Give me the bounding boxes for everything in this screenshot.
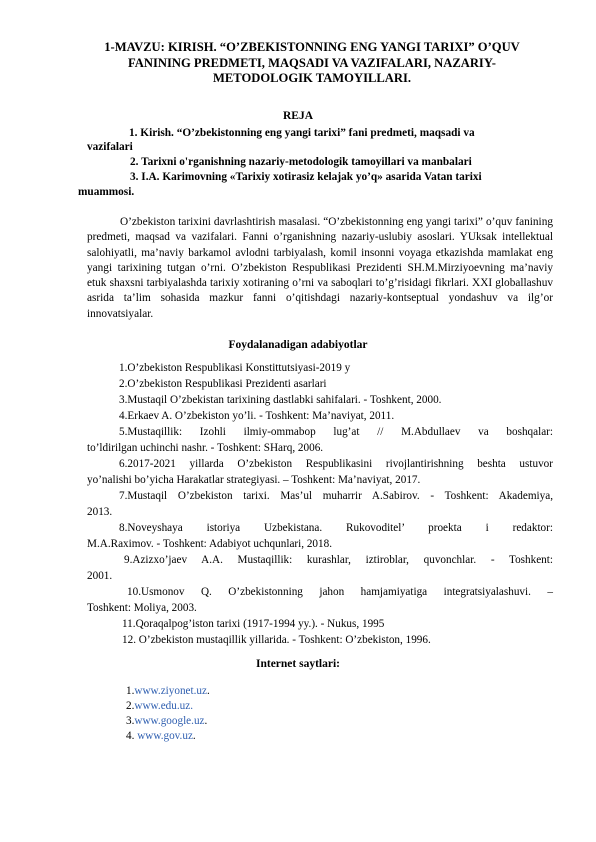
literature-item: 11.Qoraqalpog’iston tarixi (1917-1994 yy.). - Nukus, 1995: [122, 618, 385, 630]
internet-heading: Internet saytlari:: [256, 658, 340, 670]
literature-item-continued: M.A.Raximov. - Toshkent: Adabiyot uchqunlari, 2018.: [87, 538, 333, 550]
literature-item-continued: 2001.: [87, 570, 113, 582]
literature-item: 2.O’zbekiston Respublikasi Prezidenti asarlari: [119, 378, 327, 390]
website-number: 2.: [126, 700, 135, 712]
website-number: 3.: [126, 715, 135, 727]
website-item: [126, 699, 193, 714]
document-title: [92, 40, 532, 87]
plan-item-1-continued: vazifalari: [87, 141, 133, 153]
literature-item: 5.Mustaqillik: Izohli ilmiy-ommabop lug’at // M.Abdullaev va boshqalar:: [119, 426, 553, 438]
literature-item-continued: to’ldirilgan uchinchi nashr. - Toshkent: SHarq, 2006.: [87, 442, 324, 454]
literature-item: 4.Erkaev A. O’zbekiston yo’li. - Toshkent: Ma’naviyat, 2011.: [119, 410, 395, 422]
plan-item-1: 1. Kirish. “O’zbekistonning eng yangi tarixi” fani predmeti, maqsadi va: [129, 127, 475, 139]
literature-item-continued: yo’nalishi bo’yicha Harakatlar strategiyasi. – Toshkent: Ma’naviyat, 2017.: [87, 474, 421, 486]
literature-item: 9.Azizxo’jaev A.A. Mustaqillik: kurashlar, iztiroblar, quvonchlar. - Toshkent:: [124, 554, 553, 566]
literature-item: 10.Usmonov Q. O’zbekistonning jahon hamjamiyatiga integratsiyalashuvi. –: [127, 586, 553, 598]
title-line: FANINING PREDMETI, MAQSADI VA VAZIFALARI, NAZARIY-: [128, 55, 496, 70]
intro-paragraph: O’zbekiston tarixini davrlashtirish masalasi. “O’zbekistonning eng yangi tarixi” o’quv fanining predmeti, maqsad va vazifalari. Fanni o’rganishning nazariy-uslubiy asoslari. YUksak intellektual salohiyatli, ma’naviy barkamol avlodni tarbiyalash, komil insonni voyaga etkazishda mamlakat eng yangi tarixining tutgan o’rni. O’zbekiston Respublikasi Prezidenti SH.M.Mirziyoevning ma’naviy etuk shaxsni tarbiyalashda tarixiy xotiraning o’rni va saboqlari to’g’risidagi fikrlari. XXI globallashuv asrida ta’lim sohasida mazkur fanni o’qitishdagi nazariy-kontseptual yondashuv va ilg’or innovatsiyalar.: [87, 216, 553, 320]
website-link[interactable]: www.edu.uz.: [134, 700, 194, 712]
plan-item-2: 2. Tarixni o'rganishning nazariy-metodologik tamoyillari va manbalari: [130, 156, 472, 168]
literature-item-continued: 2013.: [87, 506, 113, 518]
literature-item: 8.Noveyshaya istoriya Uzbekistana. Rukovoditel’ proekta i redaktor:: [119, 522, 553, 534]
website-number: 1.: [126, 685, 135, 697]
website-link[interactable]: www.ziyonet.uz: [134, 685, 207, 697]
plan-item-3: 3. I.A. Karimovning «Tarixiy xotirasiz kelajak yo’q» asarida Vatan tarixi: [130, 171, 482, 183]
literature-item: 3.Mustaqil O’zbekistan tarixining dastlabki sahifalari. - Toshkent, 2000.: [119, 394, 442, 406]
literature-item: 1.O’zbekiston Respublikasi Konstittutsiyasi-2019 y: [119, 362, 351, 374]
website-link[interactable]: www.gov.uz: [137, 730, 193, 742]
title-line: 1-MAVZU: KIRISH. “O’ZBEKISTONNING ENG YANGI TARIXI” O’QUV: [104, 40, 520, 54]
plan-item-3-continued: muammosi.: [78, 186, 135, 198]
website-item: 3.www.google.uz.: [126, 715, 208, 727]
literature-item-continued: Toshkent: Moliya, 2003.: [87, 602, 197, 614]
literature-item: 6.2017-2021 yillarda O’zbekiston Respublikasini rivojlantirishning beshta ustuvor: [119, 458, 553, 470]
literature-item: 12. O’zbekiston mustaqillik yillarida. - Toshkent: O’zbekiston, 1996.: [122, 634, 431, 646]
website-number: 4.: [126, 730, 138, 742]
website-link[interactable]: www.google.uz: [134, 715, 205, 727]
literature-heading: Foydalanadigan adabiyotlar: [228, 339, 368, 351]
literature-item: 7.Mustaqil O’zbekiston tarixi. Mas’ul muharrir A.Sabirov. - Toshkent: Akademiya,: [119, 490, 553, 502]
title-line: METODOLOGIK TAMOYILLARI.: [212, 71, 412, 85]
website-item: 4. www.gov.uz.: [126, 730, 196, 742]
plan-heading: REJA: [282, 110, 314, 122]
website-item: 1.www.ziyonet.uz.: [126, 685, 210, 697]
